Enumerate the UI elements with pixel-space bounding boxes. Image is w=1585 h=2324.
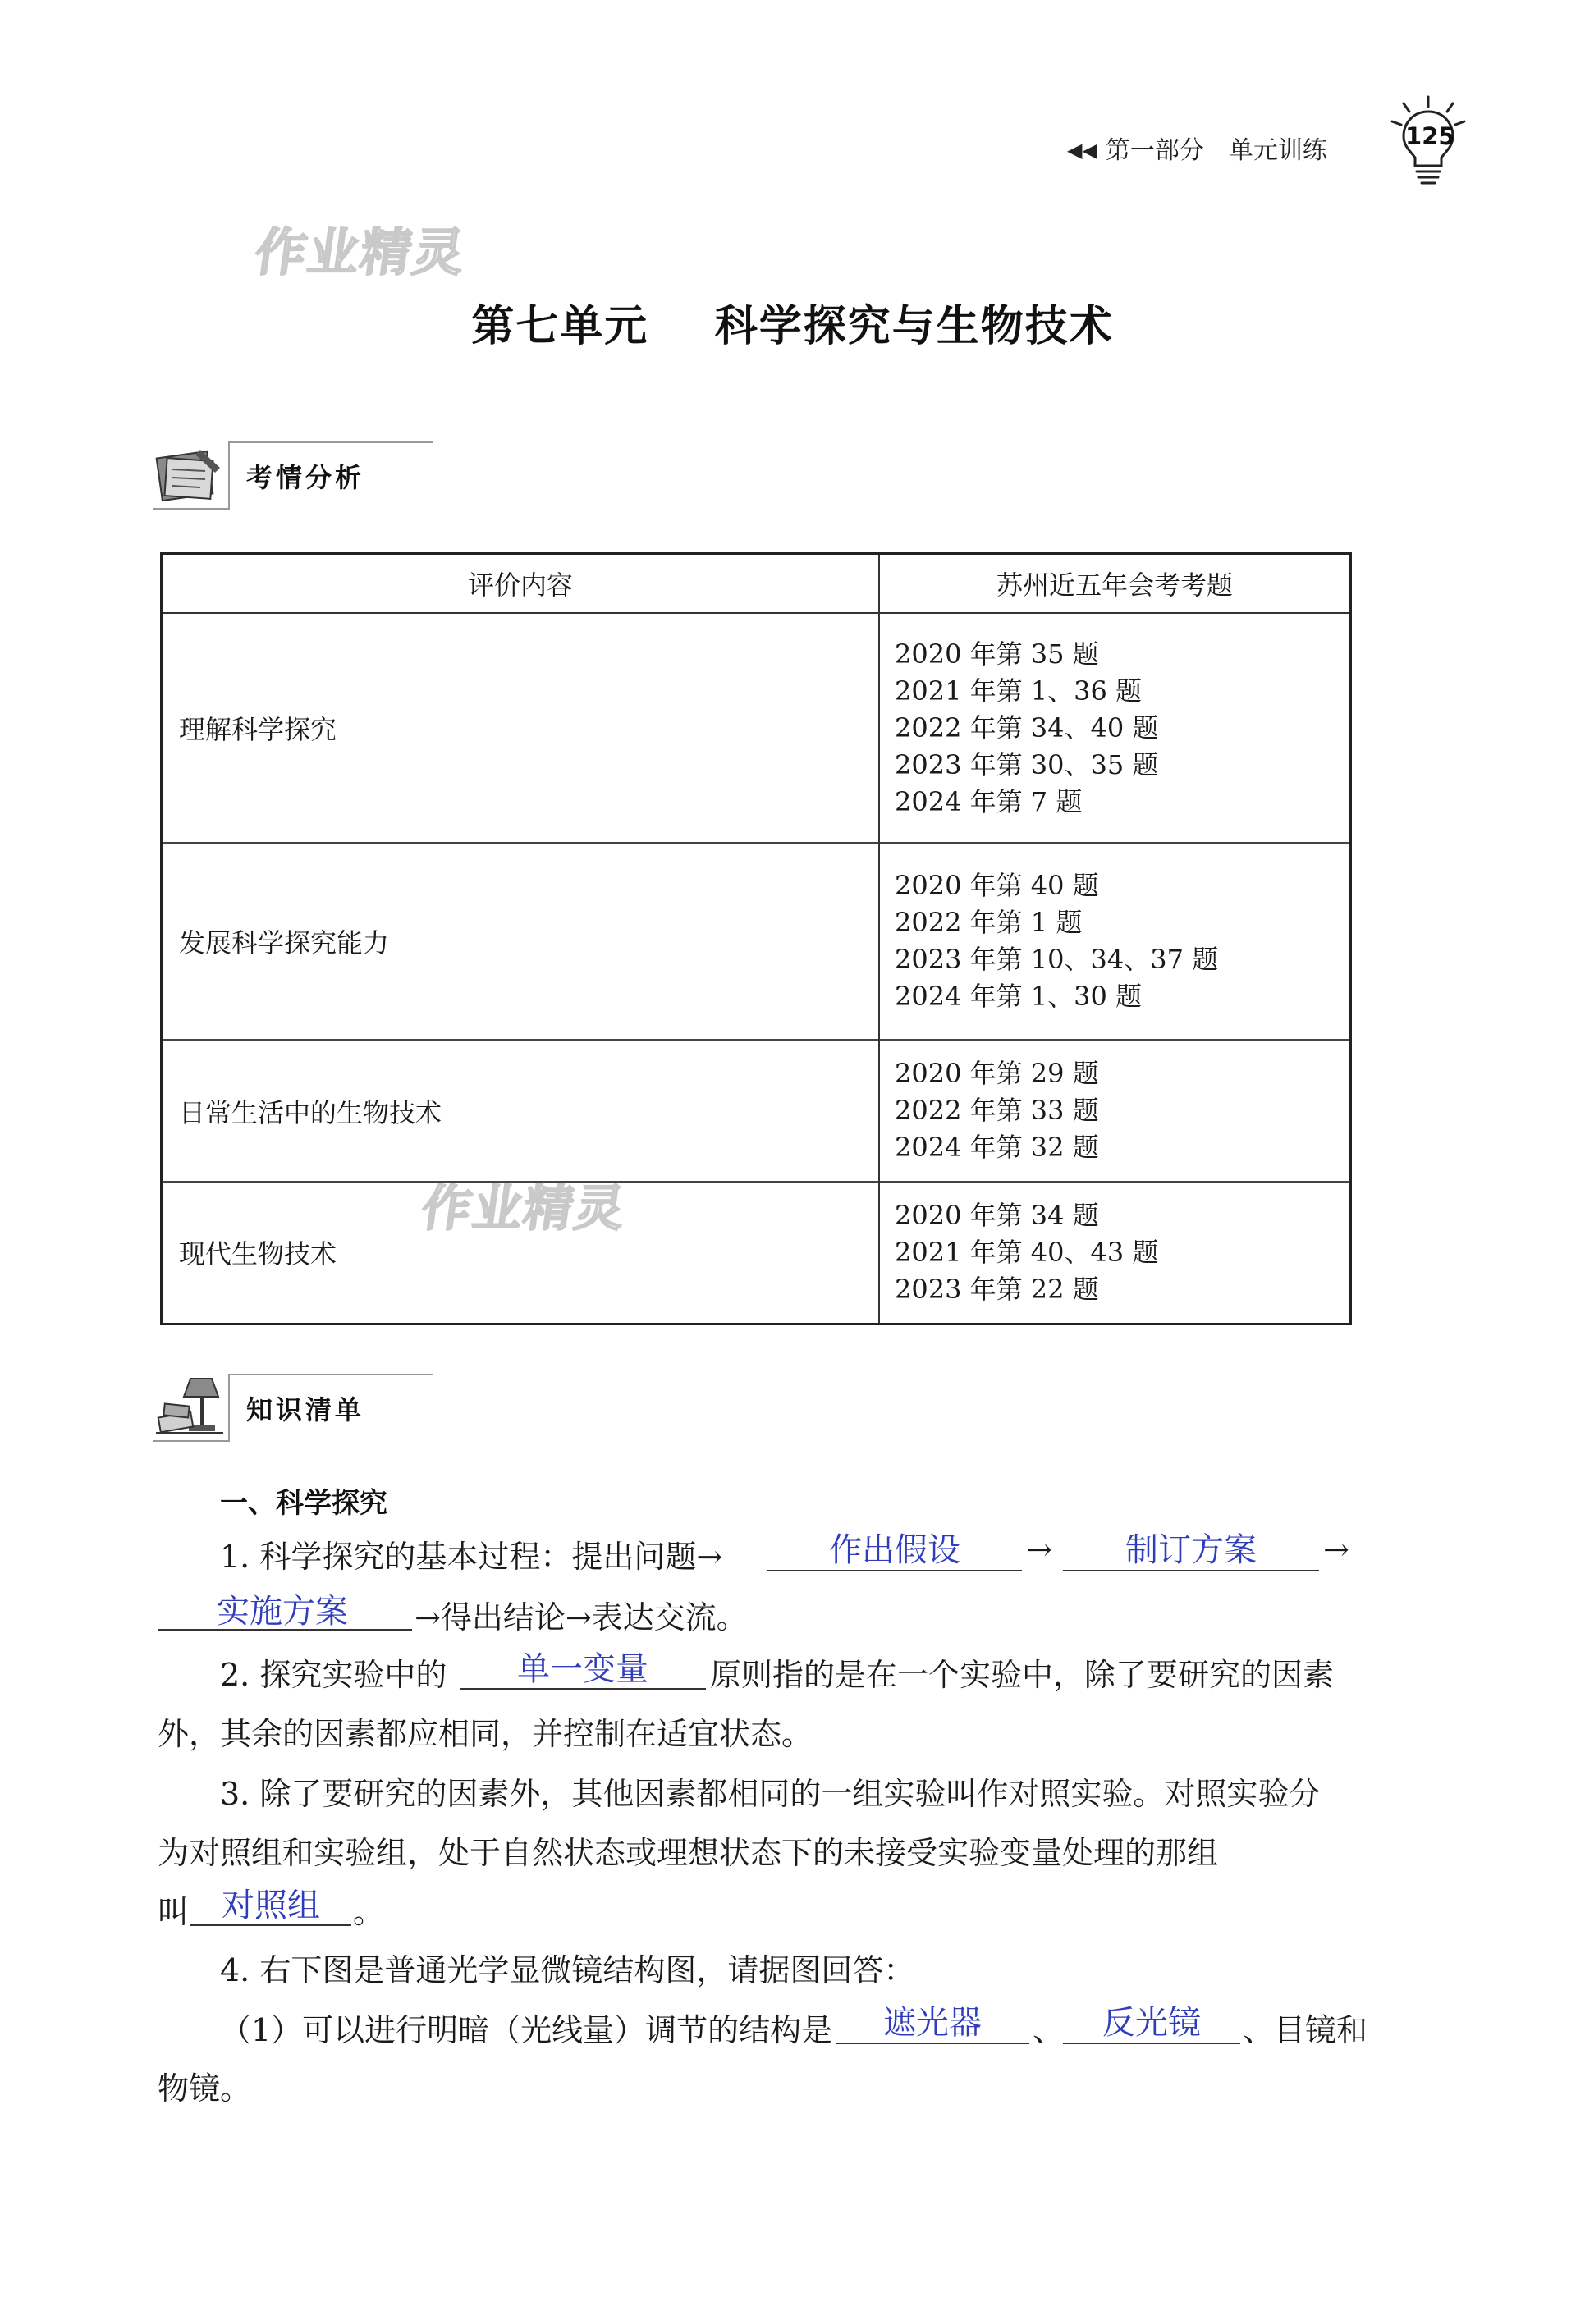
question-ref: 2021 年第 40、43 题 [895,1236,1159,1268]
answer-plan: 制订方案 [1125,1531,1257,1569]
answer-mirror: 反光镜 [1102,2004,1201,2042]
item3-line1: 3. 除了要研究的因素外，其他因素都相同的一组实验叫作对照实验。对照实验分 [220,1776,1321,1812]
table-cell-content: 日常生活中的生物技术 [162,1040,880,1182]
answer-hypothesis: 作出假设 [829,1531,960,1569]
table-cell-content: 发展科学探究能力 [162,843,880,1040]
header-section-label: 第一部分 [1105,136,1204,165]
item4-1-line2: 物镜。 [158,2070,252,2107]
question-ref: 2022 年第 1 题 [895,907,1083,938]
item3-line2: 为对照组和实验组，处于自然状态或理想状态下的未接受实验变量处理的那组 [158,1835,1219,1871]
item3-text-start: 叫 [158,1894,190,1930]
desk-lamp-icon [153,1372,228,1439]
table-row [162,1182,1351,1324]
table-cell-questions [879,1182,1351,1324]
unit-title: 第七单元 科学探究与生物技术 [471,302,1114,351]
item4-1-separator: 、 [1033,2012,1065,2048]
section-rule [228,1374,433,1375]
question-ref: 2023 年第 30、35 题 [895,748,1159,780]
item1-text-end: →得出结论→表达交流。 [415,1599,748,1635]
answer-blank [1063,2043,1240,2044]
question-ref: 2021 年第 1、36 题 [895,675,1143,707]
table-cell-questions [879,613,1351,843]
question-ref: 2024 年第 7 题 [895,785,1083,817]
question-ref: 2022 年第 34、40 题 [895,711,1159,743]
table-row [162,613,1351,843]
table-cell-questions [879,843,1351,1040]
item2-line2: 外，其余的因素都应相同，并控制在适宜状态。 [158,1716,813,1752]
item3-text-end: 。 [353,1894,385,1930]
answer-blank [158,1629,412,1631]
answer-blank [190,1924,351,1926]
item1-arrow: → [1026,1531,1052,1567]
item1-arrow: → [1323,1531,1349,1567]
table-cell-questions [879,1040,1351,1182]
answer-blank [460,1688,706,1690]
question-ref: 2020 年第 29 题 [895,1058,1099,1089]
table-row [162,1040,1351,1182]
double-left-arrow-icon: ◀◀ [1067,139,1097,162]
table-header-row [162,554,1351,614]
section-rule [153,508,230,510]
table-header-cell: 评价内容 [162,554,880,614]
question-ref: 2020 年第 40 题 [895,870,1099,901]
table-cell-content: 理解科学探究 [162,613,880,843]
item4-1-text-end: 、目镜和 [1243,2012,1368,2048]
header-unit-label: 单元训练 [1228,136,1327,165]
question-ref: 2023 年第 22 题 [895,1273,1099,1305]
table-row [162,843,1351,1040]
question-ref: 2022 年第 33 题 [895,1095,1099,1126]
section-rule [153,1440,230,1442]
answer-blank [1063,1570,1319,1571]
section-title-knowledge-list: 知识清单 [246,1394,365,1425]
item4-1-text-start: （1）可以进行明暗（光线量）调节的结构是 [220,2012,833,2048]
question-ref: 2023 年第 10、34、37 题 [895,944,1219,975]
notebook-icon [154,443,227,509]
section-rule [228,1374,230,1441]
section-rule [228,441,433,443]
question-ref: 2024 年第 1、30 题 [895,981,1143,1012]
section-title-exam-analysis: 考情分析 [246,462,365,493]
answer-diaphragm: 遮光器 [883,2004,982,2042]
answer-blank [767,1570,1022,1571]
item4-text: 4. 右下图是普通光学显微镜结构图，请据图回答： [220,1952,915,1988]
page-number: 125 [1405,122,1455,150]
watermark-middle: 作业精灵 [418,1180,630,1237]
answer-single-variable: 单一变量 [517,1650,648,1688]
item1-text-start: 1. 科学探究的基本过程：提出问题→ [220,1539,723,1575]
exam-analysis-table [160,552,1352,1325]
subsection-heading: 一、科学探究 [220,1487,387,1520]
question-ref: 2020 年第 35 题 [895,638,1099,670]
question-ref: 2020 年第 34 题 [895,1199,1099,1231]
question-ref: 2024 年第 32 题 [895,1132,1099,1163]
table-cell-content: 现代生物技术 [162,1182,880,1324]
watermark-top: 作业精灵 [251,222,470,282]
answer-control-group: 对照组 [222,1887,320,1924]
answer-blank [836,2043,1029,2044]
answer-implement: 实施方案 [217,1593,348,1631]
running-header [1067,130,1327,166]
section-rule [228,441,230,509]
item2-text-end: 原则指的是在一个实验中，除了要研究的因素 [710,1657,1335,1693]
item2-text-start: 2. 探究实验中的 [220,1657,447,1693]
table-header-cell: 苏州近五年会考考题 [879,554,1351,614]
